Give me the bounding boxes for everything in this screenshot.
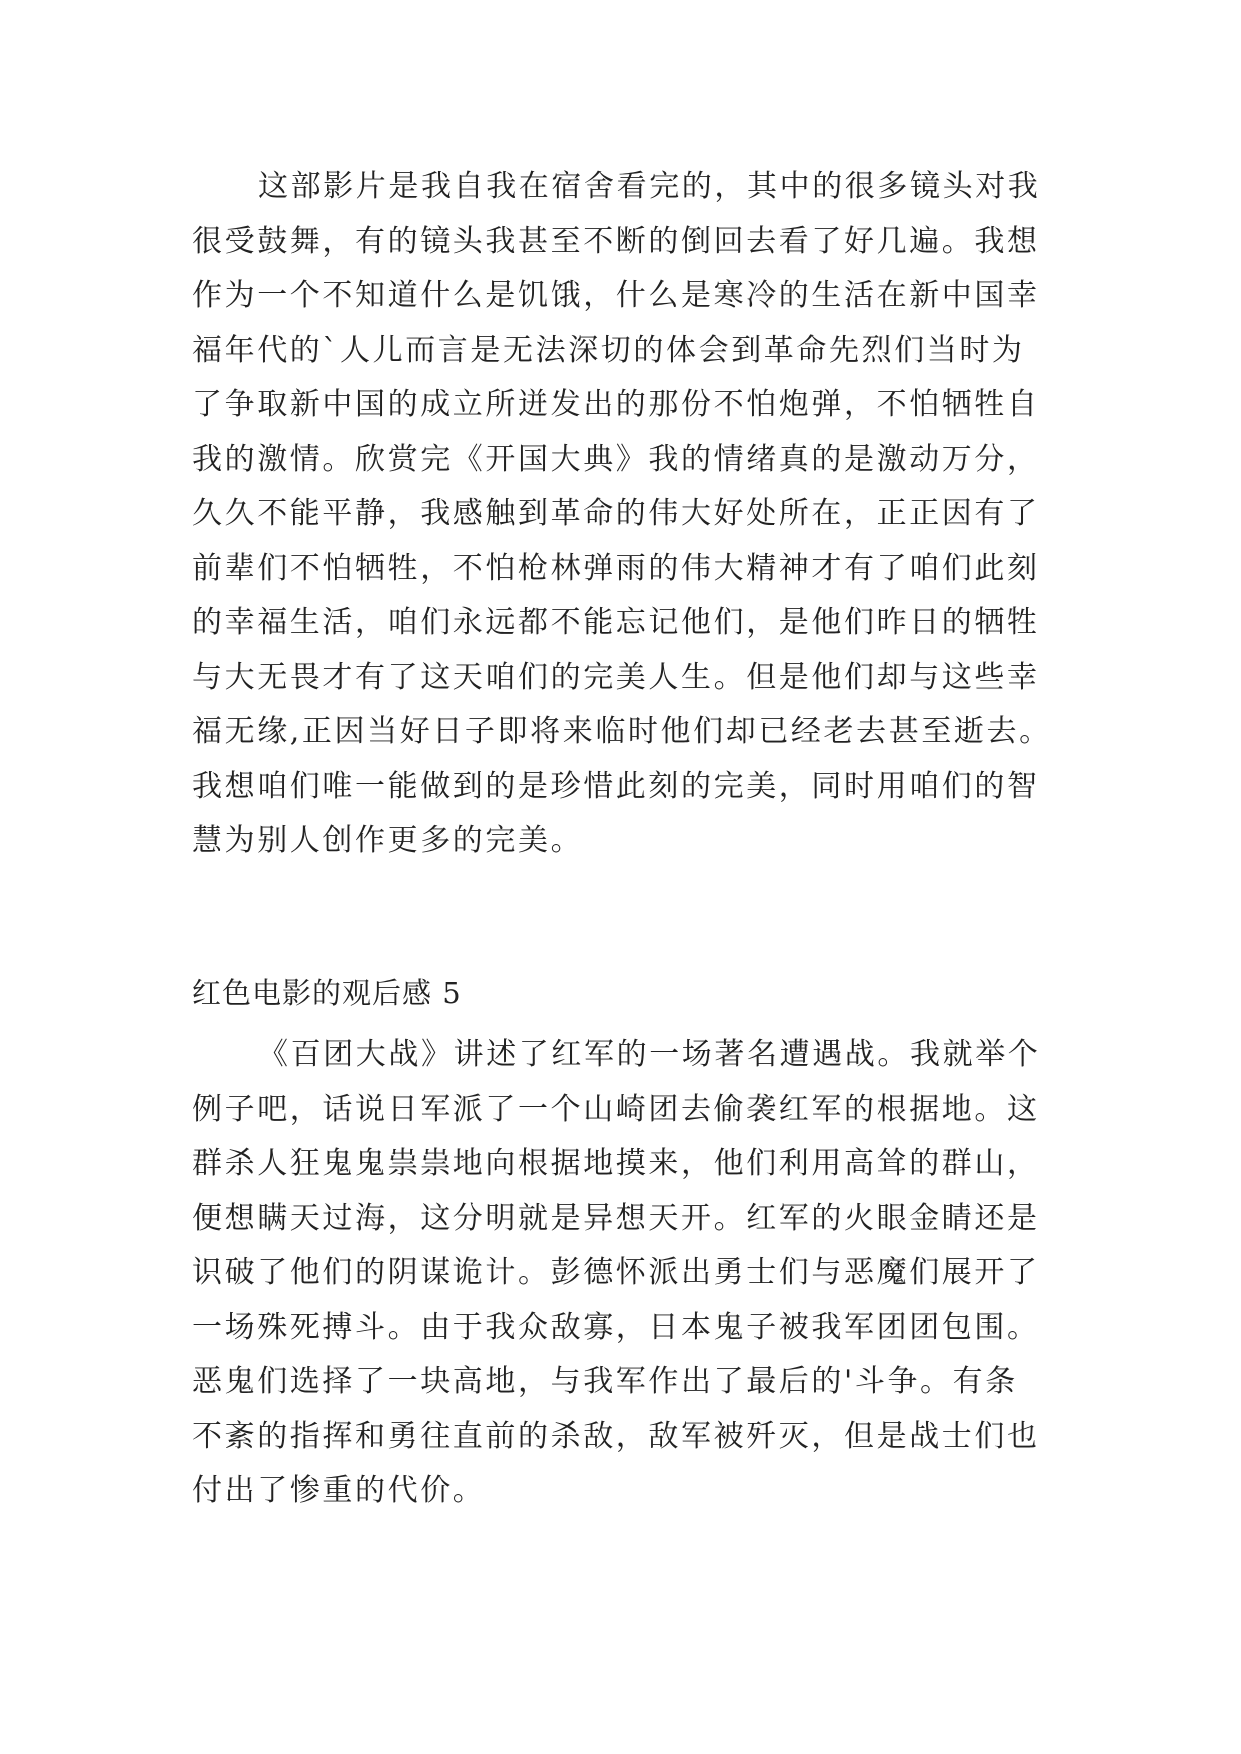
paragraph-line: 一场殊死搏斗。由于我众敌寡，日本鬼子被我军团团包围。 <box>192 1309 1040 1345</box>
paragraph-line: 付出了惨重的代价。 <box>192 1473 486 1508</box>
paragraph-baituan-dazhan <box>192 1028 1052 1519</box>
paragraph-line: 便想瞒天过海，这分明就是异想天开。红军的火眼金睛还是 <box>192 1200 1040 1236</box>
paragraph-line: 了争取新中国的成立所迸发出的那份不怕炮弹，不怕牺牲自 <box>192 387 1040 422</box>
section-heading: 红色电影的观后感 5 <box>192 976 462 1010</box>
paragraph-line: 很受鼓舞，有的镜头我甚至不断的倒回去看了好几遍。我想 <box>192 223 1040 259</box>
paragraph-line: 作为一个不知道什么是饥饿，什么是寒冷的生活在新中国幸 <box>192 278 1040 313</box>
paragraph-line: 恶鬼们选择了一块高地，与我军作出了最后的'斗争。有条 <box>192 1364 1018 1399</box>
paragraph-line: 福无缘,正因当好日子即将来临时他们却已经老去甚至逝去。 <box>192 714 1052 749</box>
paragraph-line: 与大无畏才有了这天咱们的完美人生。但是他们却与这些幸 <box>192 659 1040 695</box>
paragraph-line: 慧为别人创作更多的完美。 <box>192 823 584 858</box>
paragraph-line: 例子吧，话说日军派了一个山崎团去偷袭红军的根据地。这 <box>192 1091 1040 1127</box>
paragraph-line: 前辈们不怕牺牲，不怕枪林弹雨的伟大精神才有了咱们此刻 <box>192 550 1040 586</box>
paragraph-line: 《百团大战》讲述了红军的一场著名遭遇战。我就举个 <box>258 1037 1041 1072</box>
paragraph-line: 福年代的`人儿而言是无法深切的体会到革命先烈们当时为 <box>192 332 1025 368</box>
paragraph-line: 群杀人狂鬼鬼祟祟地向根据地摸来，他们利用高耸的群山， <box>192 1146 1040 1181</box>
paragraph-line: 我想咱们唯一能做到的是珍惜此刻的完美，同时用咱们的智 <box>192 768 1040 804</box>
paragraph-line: 久久不能平静，我感触到革命的伟大好处所在，正正因有了 <box>192 496 1040 531</box>
paragraph-line: 这部影片是我自我在宿舍看完的，其中的很多镜头对我 <box>258 169 1041 204</box>
paragraph-line: 不紊的指挥和勇往直前的杀敌，敌军被歼灭，但是战士们也 <box>192 1418 1040 1454</box>
paragraph-line: 我的激情。欣赏完《开国大典》我的情绪真的是激动万分， <box>192 441 1040 477</box>
paragraph-kaiguo-dadian <box>192 160 1052 869</box>
paragraph-line: 的幸福生活，咱们永远都不能忘记他们，是他们昨日的牺牲 <box>192 605 1040 640</box>
paragraph-line: 识破了他们的阴谋诡计。彭德怀派出勇士们与恶魔们展开了 <box>192 1255 1040 1290</box>
